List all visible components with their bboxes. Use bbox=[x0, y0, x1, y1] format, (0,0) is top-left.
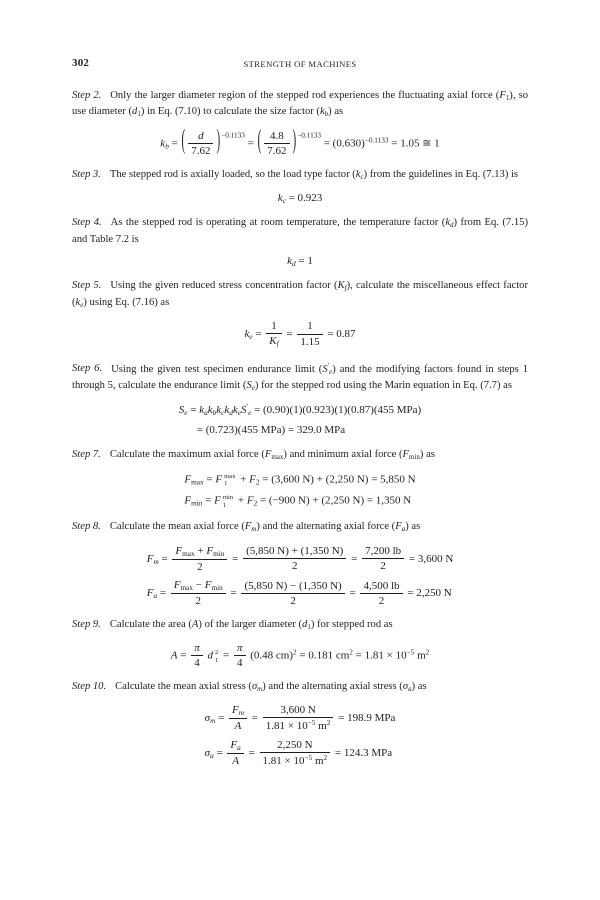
equation-fm: $F_m$ = $\frac{F_{max} + F_{min}}{2}$ = $\frac{(5,850 N) + (1,350 N)}{2}$ = $\frac{7,200 lb}{2}$ = 3,600 N bbox=[146, 544, 454, 573]
step-6-paragraph: Step 6. Using the given test specimen endurance limit $(S'_e)$ and the modifying factors found in steps 1 through 5, calculate the endurance limit $(S_e)$ for the stepped rod using the Marin equation in Eq. (7.7) as bbox=[72, 361, 528, 392]
equation-lines bbox=[179, 403, 421, 438]
equation-lines bbox=[184, 473, 415, 511]
equation-mean-alternating-stress bbox=[72, 704, 528, 767]
equation-load-type-factor-kc: $k_c = 0.923$ bbox=[277, 191, 323, 206]
step-2-paragraph: Step 2. Only the larger diameter region of the stepped rod experiences the fluctuating axial force $(F_1)$, so use diameter $(d_1)$ in Eq. (7.10) to calculate the size factor $(k_b)$ as bbox=[72, 90, 528, 119]
step-5-paragraph: Step 5. Using the given reduced stress concentration factor $(K_f)$, calculate the miscellaneous effect factor $(k_e)$ using Eq. (7.16) as bbox=[72, 280, 528, 309]
equation-fmax: $F_{max} = F$ max 1 + $F_2 = (3,600$ N) + (2,250 N) = 5,850 N bbox=[184, 472, 416, 488]
equation-max-min-axial-force bbox=[72, 473, 528, 511]
step-3-paragraph: Step 3. The stepped rod is axially loaded, so the load type factor $(k_c)$ from the guidelines in Eq. (7.13) is bbox=[72, 168, 519, 181]
running-title: STRENGTH OF MACHINES bbox=[243, 59, 357, 69]
equation-fmin: $F_{min} = F$ min 1 + $F_2 = (-900$ N) + (2,250 N) = 1,350 N bbox=[184, 494, 412, 510]
equation-temperature-factor-kd: $k_d = 1$ bbox=[287, 255, 313, 269]
equation-area: A = $\frac{\pi}{4}$ d 2 1 = $\frac{\pi}{4}$ (0.48 cm)$^2$ = 0.181 $cm^2 = 1.81 \times 10^{-5}$ $m^2$ bbox=[170, 642, 430, 670]
equation-se-line-2: = (0.723)(455 MPa) = 329.0 MPa bbox=[196, 424, 346, 437]
step-9-paragraph: Step 9. Calculate the area (A) of the larger diameter $(d_1)$ for stepped rod as bbox=[72, 618, 393, 631]
page-number: 302 bbox=[72, 57, 90, 69]
equation-sigma-m: $\sigma_m$ = $\frac{F_m}{A}$ = $\frac{3,600 N}{1.81 \times 10^{-5} m^2}$ = 198.9 MPa bbox=[204, 704, 396, 733]
equation-se-line-1: $S_e = k_ak_bk_ck_dk_eS'_e = (0.90)(1)(0.923)(1)(0.87)(455$ MPa) bbox=[178, 403, 422, 418]
equation-size-factor-kb: $k_b$ = ( $\frac{d}{7.62}$ )$^{-0.1133}$ = ( $\frac{4.8}{7.62}$ )$^{-0.1133} = (0.630)^{-0.1133} = 1.05$ ≅ 1 bbox=[160, 125, 440, 158]
equation-fa: $F_a$ = $\frac{F_{max} - F_{min}}{2}$ = $\frac{(5,850 N) - (1,350 N)}{2}$ = $\frac{4,500 lb}{2}$ = 2,250 N bbox=[146, 579, 452, 608]
equation-lines bbox=[205, 704, 396, 767]
step-8-paragraph: Step 8. Calculate the mean axial force $(F_m)$ and the alternating axial force $(F_a)$ as bbox=[72, 521, 421, 534]
equation-sigma-a: $\sigma_a$ = $\frac{F_a}{A}$ = $\frac{2,250 N}{1.81 \times 10^{-5} m^2}$ = 124.3 MPa bbox=[204, 738, 393, 768]
step-4-paragraph: Step 4. As the stepped rod is operating at room temperature, the temperature factor $(k_d)$ from Eq. (7.15) and Table 7.2 is bbox=[72, 217, 528, 245]
step-7-paragraph: Step 7. Calculate the maximum axial force $(F_{max})$ and minimum axial force $(F_{min})$ as bbox=[72, 449, 435, 462]
step-10-paragraph: Step 10. Calculate the mean axial stress $(\sigma_m)$ and the alternating axial stress $(\sigma_a)$ as bbox=[72, 680, 427, 693]
equation-lines bbox=[147, 545, 454, 608]
equation-mean-alternating-force bbox=[72, 545, 528, 608]
equation-endurance-limit-se bbox=[72, 403, 528, 438]
page-header bbox=[72, 57, 528, 69]
equation-misc-effect-factor-ke: $k_e$ = $\frac{1}{K_f}$ = $\frac{1}{1.15}$ = 0.87 bbox=[244, 320, 356, 349]
